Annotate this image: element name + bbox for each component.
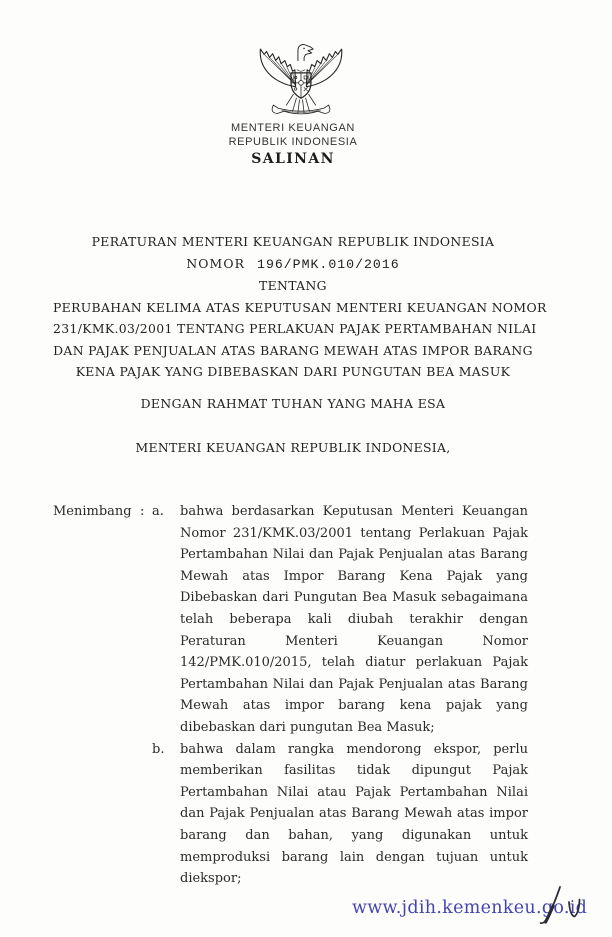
regulation-title (53, 231, 547, 383)
authority-line: MENTERI KEUANGAN REPUBLIK INDONESIA, (135, 440, 451, 455)
considering-item-a (152, 501, 528, 739)
item-a-letter: a. (152, 504, 164, 519)
handwritten-initials-mark (534, 885, 594, 933)
invocation-line: DENGAN RAHMAT TUHAN YANG MAHA ESA (140, 396, 446, 411)
considering-items (152, 501, 528, 890)
considering-label: Menimbang (53, 504, 132, 519)
garuda-pancasila-emblem-icon (255, 38, 347, 120)
subject-line-1: PERUBAHAN KELIMA ATAS KEPUTUSAN MENTERI KEUANGAN NOMOR (53, 299, 547, 315)
considering-section (53, 501, 528, 890)
copy-stamp-label: SALINAN (251, 151, 335, 167)
considering-item-b (152, 739, 528, 890)
tentang-label: TENTANG (259, 278, 327, 293)
subject-line-4: KENA PAJAK YANG DIBEBASKAN DARI PUNGUTAN BEA MASUK (75, 364, 511, 379)
nomor-value: 196/PMK.010/2016 (257, 256, 400, 272)
ministry-name-line1: MENTERI KEUANGAN (231, 122, 355, 134)
regulation-number-line (53, 253, 533, 276)
subject-line-3: DAN PAJAK PENJUALAN ATAS BARANG MEWAH ATAS IMPOR BARANG (53, 342, 533, 358)
regulation-heading: PERATURAN MENTERI KEUANGAN REPUBLIK INDONESIA (91, 234, 495, 249)
jdih-website-watermark: www.jdih.kemenkeu.go.id (352, 898, 588, 918)
subject-line-2: 231/KMK.03/2001 TENTANG PERLAKUAN PAJAK PERTAMBAHAN NILAI (53, 321, 537, 336)
item-a-text: bahwa berdasarkan Keputusan Menteri Keuangan Nomor 231/KMK.03/2001 tentang Perlakuan Pajak Pertambahan Nilai dan Pajak Penjualan atas Barang Mewah atas Impor Barang Kena Pajak yang Dibebaskan dari Pungutan Bea Masuk sebagaimana telah beberapa kali diubah terakhir dengan Peraturan Menteri Keuangan Nomor 142/PMK.010/2015, telah diatur perlakuan Pajak Pertambahan Nilai dan Pajak Penjualan atas Barang Mewah atas impor barang kena pajak yang dibebaskan dari pungutan Bea Masuk; (180, 504, 528, 735)
item-b-letter: b. (152, 741, 165, 757)
ministry-name-line2: REPUBLIK INDONESIA (228, 135, 358, 148)
considering-colon: : (140, 504, 145, 519)
nomor-label: NOMOR (186, 255, 246, 271)
ministry-name (53, 122, 533, 149)
item-b-text: bahwa dalam rangka mendorong ekspor, perlu memberikan fasilitas tidak dipungut Pajak Pertambahan Nilai atau Pajak Pertambahan Nilai dan Pajak Penjualan atas Barang Mewah atas impor barang dan bahan, yang digunakan untuk memproduksi barang lain dengan tujuan untuk diekspor; (180, 741, 528, 887)
